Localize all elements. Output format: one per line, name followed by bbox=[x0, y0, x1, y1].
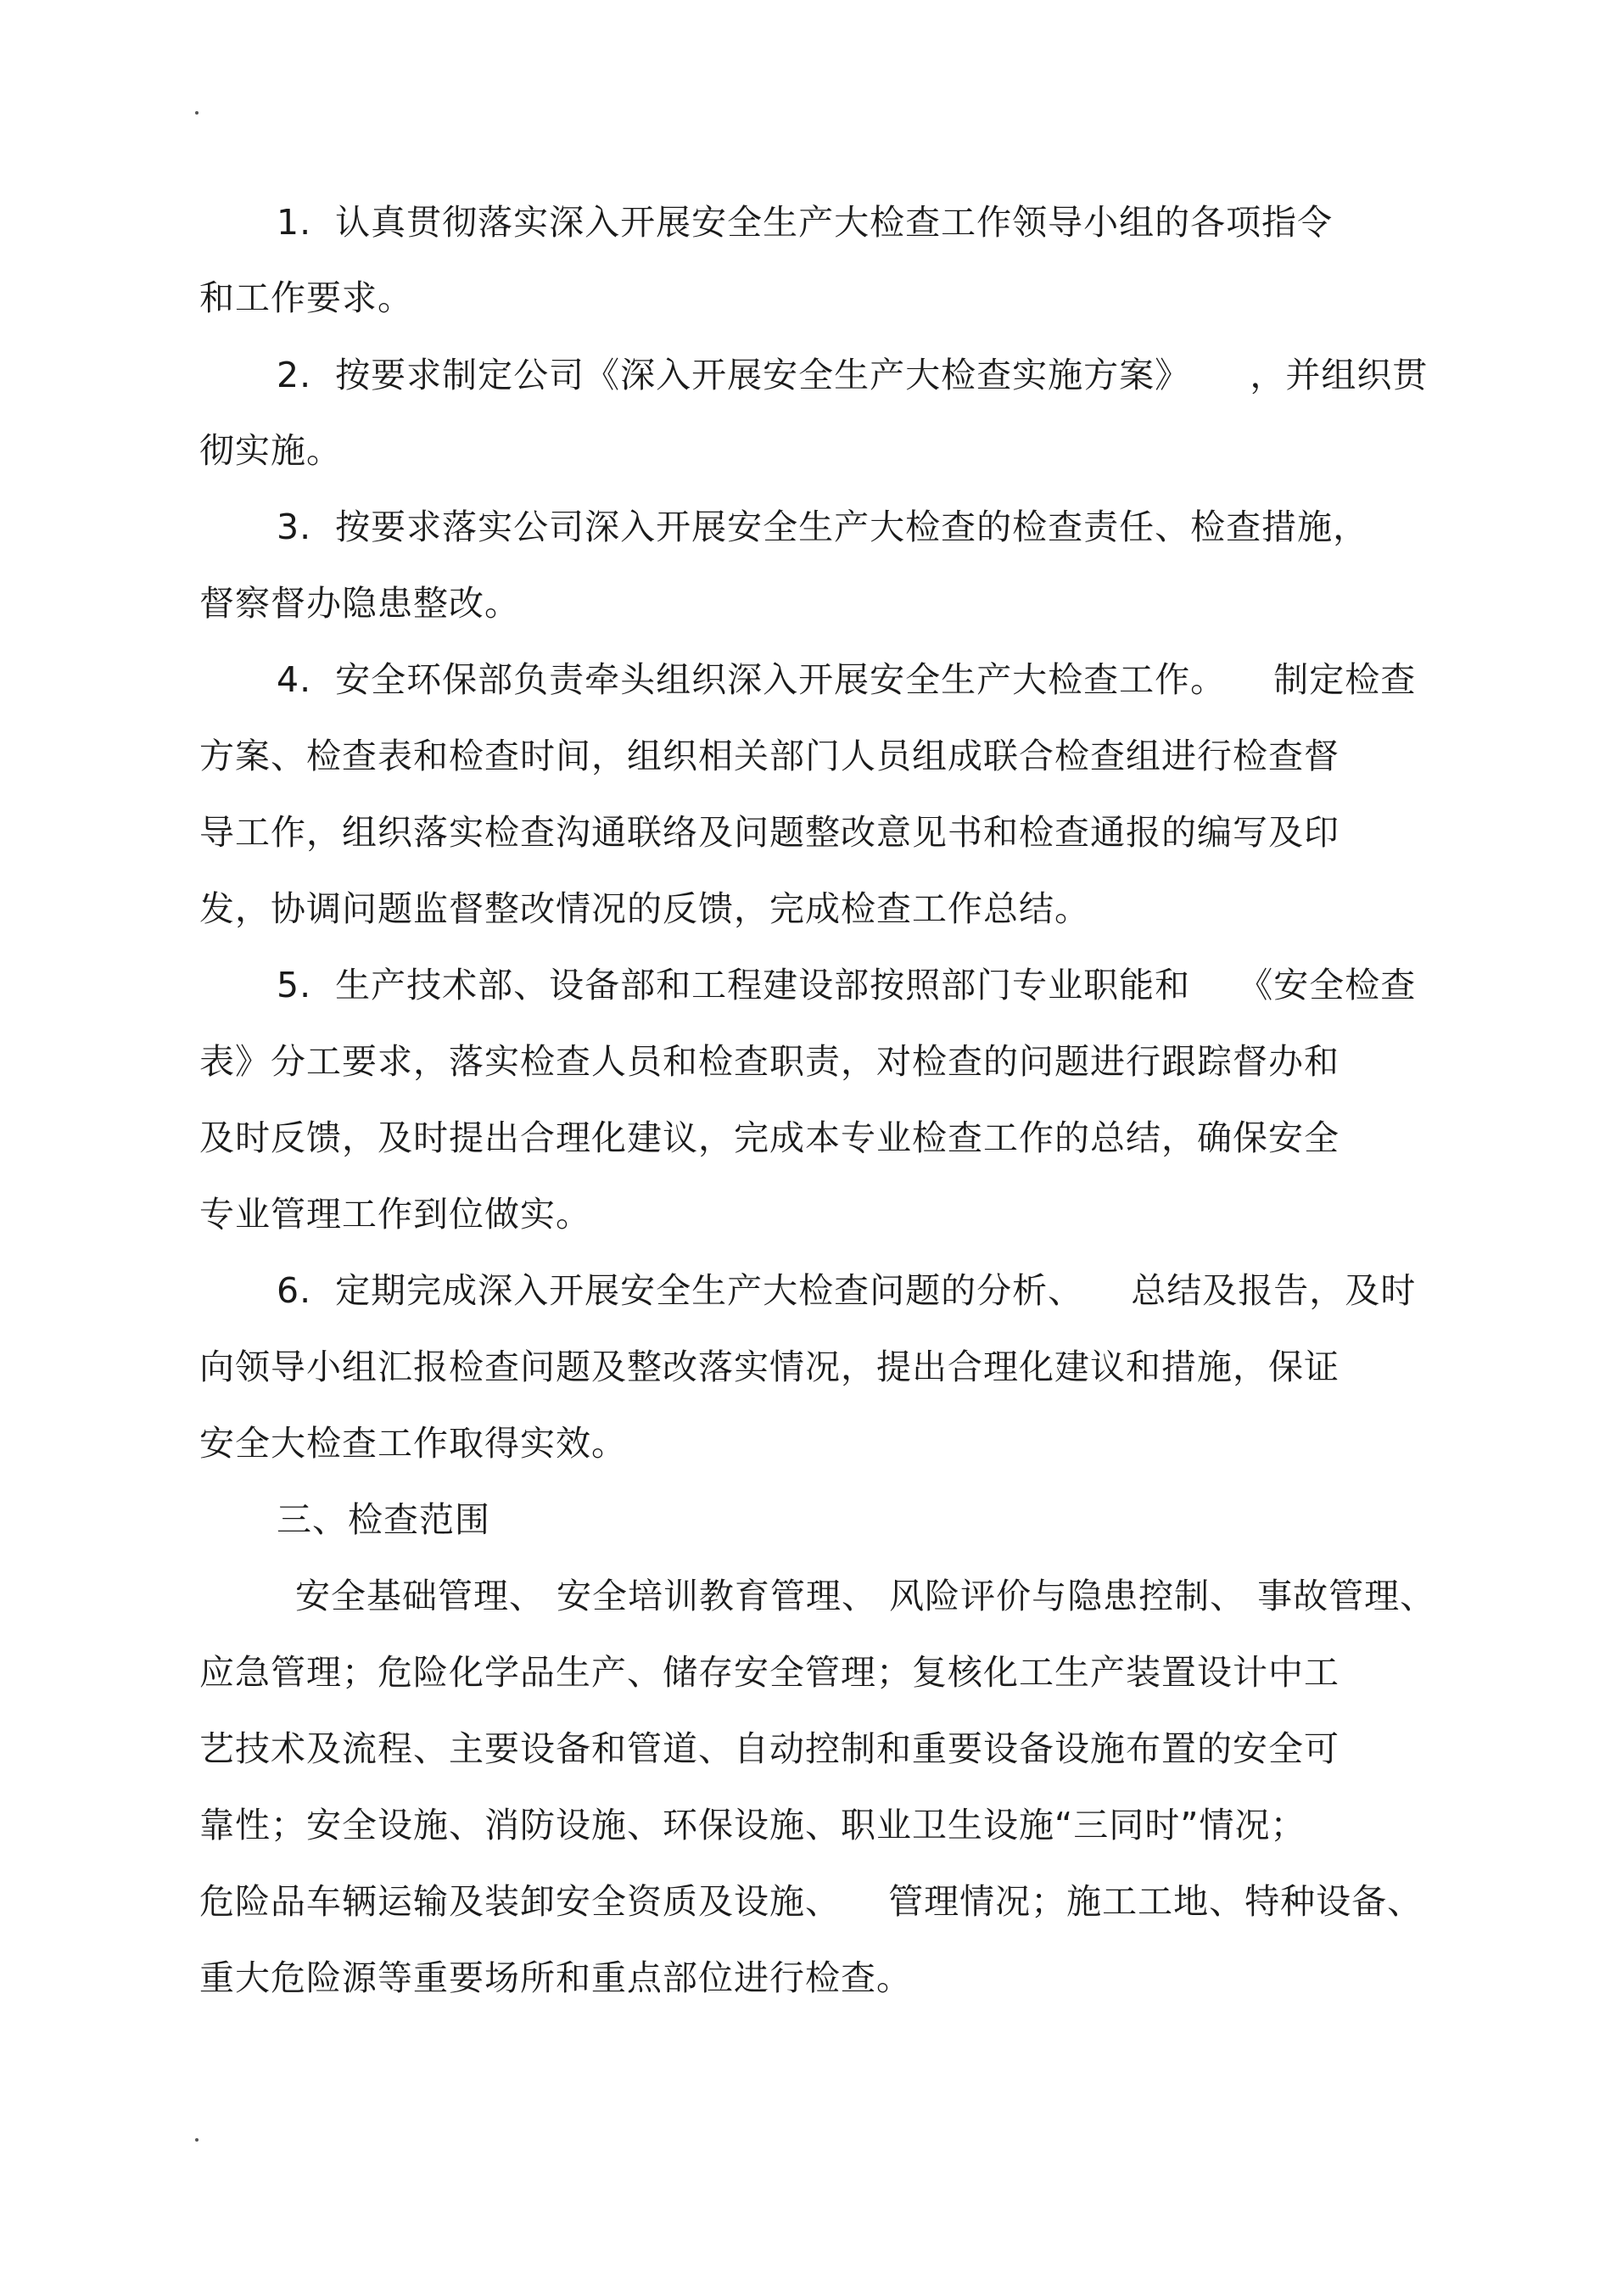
item-4-line-2: 方案、检查表和检查时间，组织相关部门人员组成联合检查组进行检查督 bbox=[199, 736, 1340, 776]
item-2-line-1: 2. 按要求制定公司《深入开展安全生产大检查实施方案》 ，并组织贯 bbox=[277, 355, 1429, 395]
item-4-line-4: 发，协调问题监督整改情况的反馈，完成检查工作总结。 bbox=[199, 888, 1090, 929]
item-4-line-3: 导工作，组织落实检查沟通联络及问题整改意见书和检查通报的编写及印 bbox=[199, 812, 1340, 853]
scope-line-4: 靠性；安全设施、消防设施、环保设施、职业卫生设施“三同时”情况； bbox=[199, 1805, 1306, 1845]
scope-line-5: 危险品车辆运输及装卸安全资质及设施、 管理情况；施工工地、特种设备、 bbox=[199, 1881, 1423, 1922]
scope-line-1: 安全基础管理、 安全培训教育管理、 风险评价与隐患控制、 事故管理、 bbox=[295, 1576, 1436, 1616]
item-6-line-2: 向领导小组汇报检查问题及整改落实情况，提出合理化建议和措施，保证 bbox=[199, 1347, 1340, 1387]
scope-line-6: 重大危险源等重要场所和重点部位进行检查。 bbox=[199, 1957, 912, 1998]
item-5-line-3: 及时反馈，及时提出合理化建议，完成本专业检查工作的总结，确保安全 bbox=[199, 1117, 1340, 1158]
item-2-line-2: 彻实施。 bbox=[199, 430, 342, 471]
item-6-line-3: 安全大检查工作取得实效。 bbox=[199, 1423, 627, 1464]
item-3-line-1: 3. 按要求落实公司深入开展安全生产大检查的检查责任、检查措施， bbox=[277, 507, 1369, 547]
item-5-line-4: 专业管理工作到位做实。 bbox=[199, 1194, 591, 1235]
section-heading: 三、检查范围 bbox=[277, 1499, 490, 1540]
page-mark-top bbox=[195, 111, 199, 115]
item-4-line-1: 4. 安全环保部负责牵头组织深入开展安全生产大检查工作。 制定检查 bbox=[277, 659, 1417, 700]
item-5-line-1: 5. 生产技术部、设备部和工程建设部按照部门专业职能和 《安全检查 bbox=[277, 965, 1417, 1005]
scope-line-3: 艺技术及流程、主要设备和管道、自动控制和重要设备设施布置的安全可 bbox=[199, 1728, 1340, 1769]
item-1-line-1: 1. 认真贯彻落实深入开展安全生产大检查工作领导小组的各项指令 bbox=[277, 202, 1334, 243]
item-3-line-2: 督察督办隐患整改。 bbox=[199, 583, 520, 624]
scope-line-2: 应急管理；危险化学品生产、储存安全管理；复核化工生产装置设计中工 bbox=[199, 1652, 1340, 1693]
item-6-line-1: 6. 定期完成深入开展安全生产大检查问题的分析、 总结及报告，及时 bbox=[277, 1270, 1417, 1311]
item-1-line-2: 和工作要求。 bbox=[199, 277, 413, 318]
item-5-line-2: 表》分工要求，落实检查人员和检查职责，对检查的问题进行跟踪督办和 bbox=[199, 1041, 1340, 1082]
page-mark-bottom bbox=[195, 2138, 199, 2142]
